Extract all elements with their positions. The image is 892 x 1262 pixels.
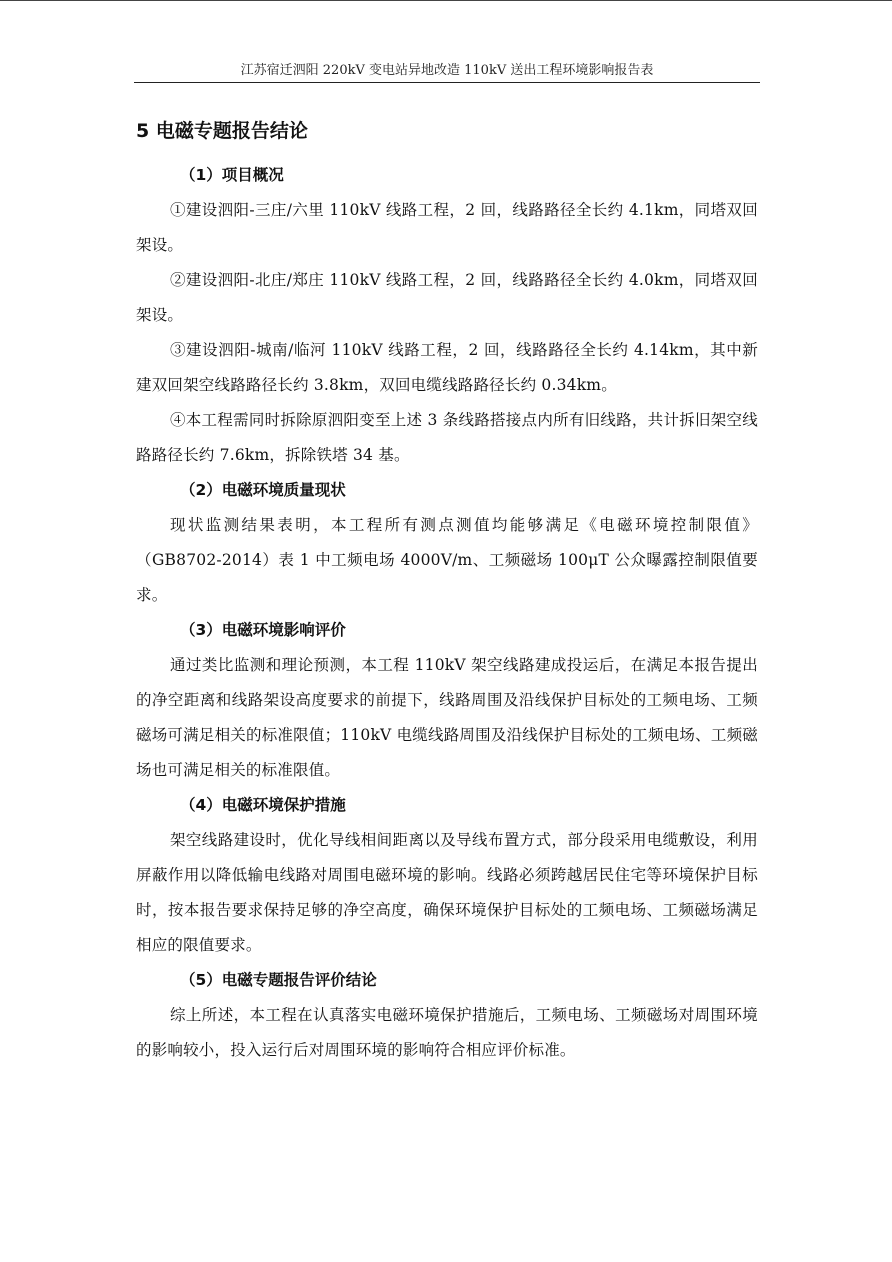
page-header-title: 江苏宿迁泗阳 220kV 变电站异地改造 110kV 送出工程环境影响报告表 [240,63,654,78]
paragraph: ④本工程需同时拆除原泗阳变至上述 3 条线路搭接点内所有旧线路，共计拆旧架空线路路径长约 7.6km，拆除铁塔 34 基。 [136,411,758,464]
paragraph: 通过类比监测和理论预测，本工程 110kV 架空线路建成投运后，在满足本报告提出的净空距离和线路架设高度要求的前提下，线路周围及沿线保护目标处的工频电场、工频磁场可满足相关的标准限值；110kV 电缆线路周围及沿线保护目标处的工频电场、工频磁场也可满足相关的标准限值。 [136,656,758,779]
document-body [136,116,758,1068]
header-divider [134,82,760,83]
paragraph: ②建设泗阳-北庄/郑庄 110kV 线路工程，2 回，线路路径全长约 4.0km，同塔双回架设。 [136,271,758,324]
subsection-heading: （2）电磁环境质量现状 [180,481,346,499]
subsection-heading: （3）电磁环境影响评价 [180,621,346,639]
subsection-heading: （1）项目概况 [180,166,284,184]
section-title: 5 电磁专题报告结论 [136,120,308,142]
subsection-project-overview [136,158,758,473]
subsection-em-quality-status [136,473,758,613]
subsection-heading: （4）电磁环境保护措施 [180,796,346,814]
paragraph: 现状监测结果表明，本工程所有测点测值均能够满足《电磁环境控制限值》（GB8702-2014）表 1 中工频电场 4000V/m、工频磁场 100μT 公众曝露控制限值要求。 [136,516,758,604]
paragraph: 综上所述，本工程在认真落实电磁环境保护措施后，工频电场、工频磁场对周围环境的影响较小，投入运行后对周围环境的影响符合相应评价标准。 [136,1006,758,1059]
subsection-em-protection-measures [136,788,758,963]
paragraph: ③建设泗阳-城南/临河 110kV 线路工程，2 回，线路路径全长约 4.14km，其中新建双回架空线路路径长约 3.8km，双回电缆线路路径长约 0.34km。 [136,341,758,394]
subsection-heading: （5）电磁专题报告评价结论 [180,971,377,989]
page-top-border [0,0,892,1]
paragraph: ①建设泗阳-三庄/六里 110kV 线路工程，2 回，线路路径全长约 4.1km，同塔双回架设。 [136,201,758,254]
subsection-em-impact-evaluation [136,613,758,788]
paragraph: 架空线路建设时，优化导线相间距离以及导线布置方式，部分段采用电缆敷设，利用屏蔽作用以降低输电线路对周围电磁环境的影响。线路必须跨越居民住宅等环境保护目标时，按本报告要求保持足够的净空高度，确保环境保护目标处的工频电场、工频磁场满足相应的限值要求。 [136,831,758,954]
subsection-report-conclusion [136,963,758,1068]
